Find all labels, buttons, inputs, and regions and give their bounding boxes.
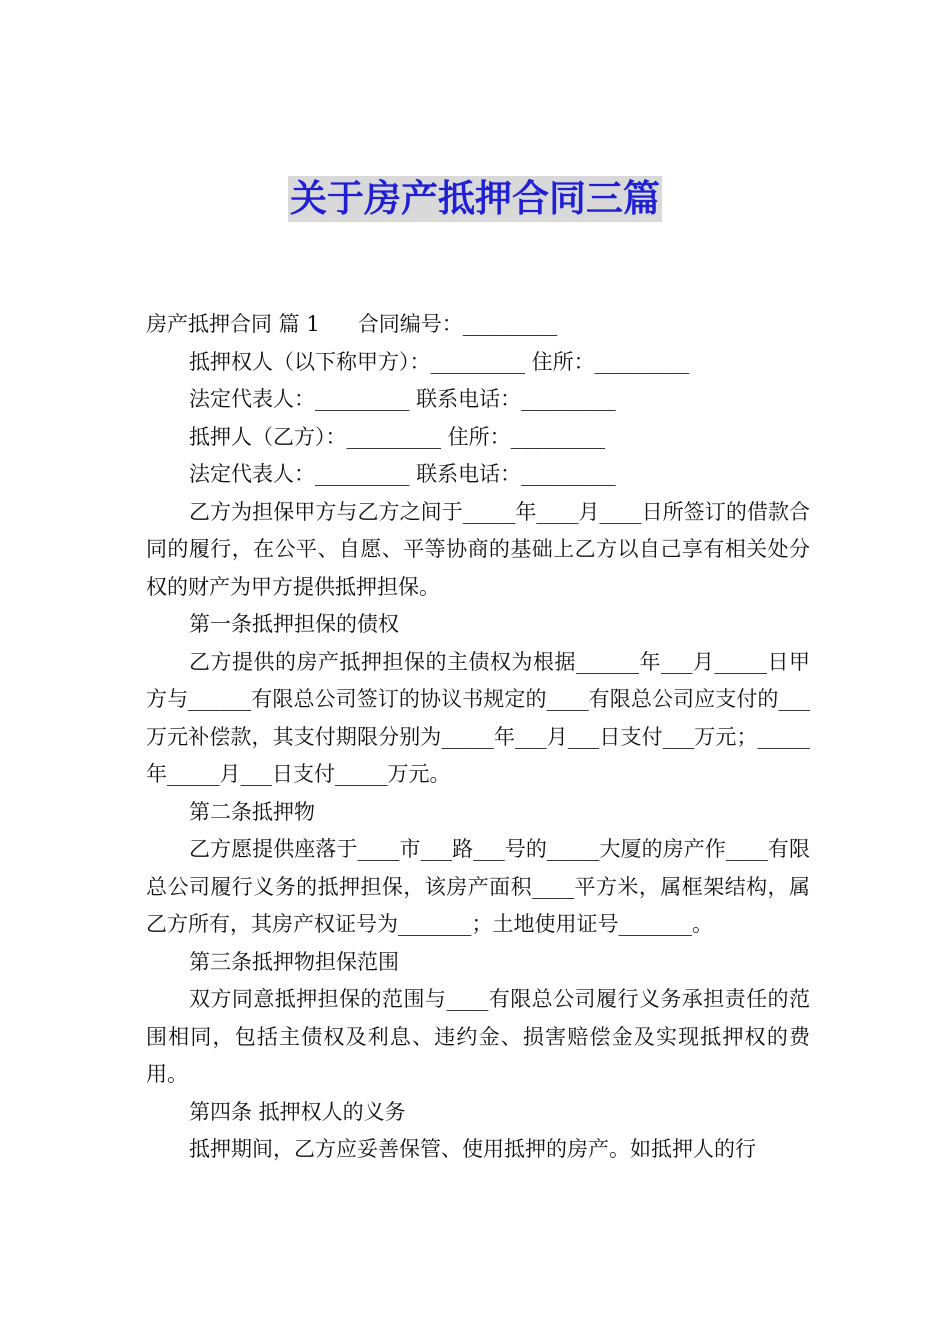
contract-header-line xyxy=(146,306,810,344)
party-line-2: 法定代表人：_________ 联系电话：_________ xyxy=(189,387,616,411)
section-text-4: 抵押期间，乙方应妥善保管、使用抵押的房产。如抵押人的行 xyxy=(189,1137,756,1161)
intro-paragraph: 乙方为担保甲方与乙方之间于_____年____月____日所签订的借款合同的履行，在公平、自愿、平等协商的基础上乙方以自己享有相关处分权的财产为甲方提供抵押担保。 xyxy=(146,499,810,599)
section-heading-1: 第一条抵押担保的债权 xyxy=(189,612,399,636)
party-line-4: 法定代表人：_________ 联系电话：_________ xyxy=(189,462,616,486)
section-heading-3: 第三条抵押物担保范围 xyxy=(189,949,399,974)
section-text-3: 双方同意抵押担保的范围与____有限总公司履行义务承担责任的范围相同，包括主债权及利息、违约金、损害赔偿金及实现抵押权的费用。 xyxy=(146,987,810,1086)
section-text-1: 乙方提供的房产抵押担保的主债权为根据______年___月_____日甲方与______有限总公司签订的协议书规定的____有限总公司应支付的___万元补偿款，其支付期限分别为_____年___月___日支付___万元；_____年_____月___日支付_____万元。 xyxy=(146,649,810,786)
title-wrap xyxy=(0,176,950,222)
party-line-1: 抵押权人（以下称甲方）：_________ 住所：_________ xyxy=(189,349,690,374)
contract-header-label: 房产抵押合同 篇 1 xyxy=(146,312,320,336)
contract-number-field: 合同编号：_________ xyxy=(357,312,558,336)
document-body xyxy=(146,306,810,1169)
section-heading-2: 第二条抵押物 xyxy=(189,799,315,824)
section-text-2: 乙方愿提供座落于____市___路___号的_____大厦的房产作____有限总公司履行义务的抵押担保，该房产面积____平方米，属框架结构，属乙方所有，其房产权证号为_______；土地使用证号_______。 xyxy=(146,837,810,936)
section-heading-4: 第四条 抵押权人的义务 xyxy=(189,1099,406,1124)
party-line-3: 抵押人（乙方）：_________ 住所：_________ xyxy=(189,424,606,449)
document-title: 关于房产抵押合同三篇 xyxy=(290,177,660,220)
